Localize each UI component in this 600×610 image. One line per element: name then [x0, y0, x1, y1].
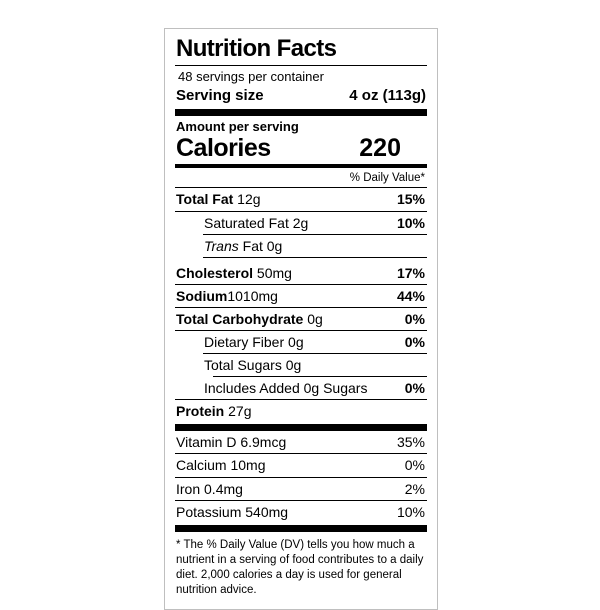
nutrient-name: Iron [176, 480, 201, 497]
nutrient-row-potassium [175, 501, 427, 523]
nutrient-text [176, 457, 266, 473]
nutrient-text [176, 288, 278, 304]
nutrient-name: Cholesterol [176, 264, 254, 281]
nutrient-text [176, 265, 292, 281]
nutrient-name: Vitamin D [176, 434, 237, 451]
thick-divider-bar [175, 525, 427, 532]
separator-line [203, 257, 427, 258]
nutrient-row-dietary-fiber [203, 331, 427, 353]
nutrient-amount: 10mg [226, 457, 266, 474]
nutrient-row-protein [175, 400, 427, 422]
nutrient-text [204, 334, 304, 350]
nutrient-percent: 0% [404, 380, 425, 397]
nutrient-percent: 10% [396, 214, 425, 231]
nutrient-text [176, 191, 261, 207]
nutrient-name: Protein [176, 403, 225, 420]
nutrient-name: Saturated Fat [204, 214, 289, 231]
calories-row [175, 134, 427, 164]
nutrient-row-calcium [175, 454, 427, 476]
nutrient-text [176, 403, 251, 419]
calories-value: 220 [359, 134, 401, 163]
daily-value-footnote: * The % Daily Value (DV) tells you how much a nutrient in a serving of food contributes to a daily diet. 2,000 calories a day is used for general nutrition advice. [176, 538, 424, 596]
nutrient-amount: 1010mg [227, 287, 278, 304]
nutrient-amount: 6.9mcg [236, 434, 287, 451]
daily-value-header: % Daily Value* [175, 168, 427, 188]
nutrient-amount: 27g [224, 403, 252, 420]
servings-per-container: 48 servings per container [178, 68, 324, 84]
nutrient-text [176, 504, 288, 520]
serving-size-label: Serving size [176, 86, 264, 104]
nutrient-row-cholesterol [175, 262, 427, 284]
nutrient-row-trans [203, 235, 427, 257]
nutrient-percent: 15% [396, 191, 425, 208]
nutrient-row-iron [175, 478, 427, 500]
nutrient-text [204, 238, 282, 254]
nutrient-amount: 0g [284, 333, 304, 350]
nutrient-amount: 0g [303, 310, 323, 327]
nutrient-text [204, 357, 301, 373]
nutrient-percent: 10% [396, 503, 425, 520]
nutrient-amount: 12g [233, 191, 261, 208]
nutrient-text [176, 434, 286, 450]
nutrient-name: Sodium [176, 287, 228, 304]
nutrient-text [176, 311, 323, 327]
nutrient-amount: Fat 0g [238, 237, 283, 254]
vitamin-rows-section [175, 431, 427, 522]
nutrient-name: Total Fat [176, 191, 234, 208]
serving-size-row [175, 85, 427, 109]
nutrient-amount: 540mg [241, 503, 289, 520]
nutrient-row-total-sugars [203, 354, 427, 376]
thick-divider-bar [175, 109, 427, 116]
serving-size-value: 4 oz (113g) [349, 86, 426, 104]
nutrient-name: Includes Added 0g Sugars [204, 380, 368, 397]
nutrient-amount: 0.4mg [200, 480, 243, 497]
nutrient-percent: 0% [404, 457, 425, 474]
nutrient-row-total-carbohydrate [175, 308, 427, 330]
nutrient-percent: 2% [404, 480, 425, 497]
nutrient-text [204, 215, 308, 231]
nutrient-row-sodium [175, 285, 427, 307]
thick-divider-bar [175, 424, 427, 431]
nutrient-name: Potassium [176, 503, 242, 520]
nutrient-amount: 50mg [253, 264, 292, 281]
nutrient-name: Dietary Fiber [204, 333, 285, 350]
nutrient-name: Total Carbohydrate [176, 310, 304, 327]
nutrient-name: Trans [204, 237, 239, 254]
nutrient-percent: 0% [404, 310, 425, 327]
nutrient-amount: 0g [281, 357, 302, 374]
nutrient-percent: 44% [396, 287, 425, 304]
nutrition-facts-label [164, 28, 438, 610]
nutrient-percent: 17% [396, 264, 425, 281]
nutrient-name: Total Sugars [204, 357, 282, 374]
nutrient-percent: 0% [404, 333, 425, 350]
nutrient-text [204, 380, 367, 396]
nutrient-percent: 35% [396, 434, 425, 451]
nutrient-text [176, 481, 243, 497]
nutrient-row-vitamin-d [175, 431, 427, 453]
label-title: Nutrition Facts [175, 34, 427, 66]
calories-label: Calories [176, 134, 271, 163]
nutrient-name: Calcium [176, 457, 227, 474]
nutrient-amount: 2g [288, 214, 309, 231]
amount-per-serving-label: Amount per serving [176, 118, 299, 134]
nutrient-row-saturated-fat [203, 212, 427, 234]
nutrient-row-total-fat [175, 188, 427, 210]
nutrient-rows-section [175, 188, 427, 422]
nutrient-row-includes-added-0g-sugars [203, 377, 427, 399]
